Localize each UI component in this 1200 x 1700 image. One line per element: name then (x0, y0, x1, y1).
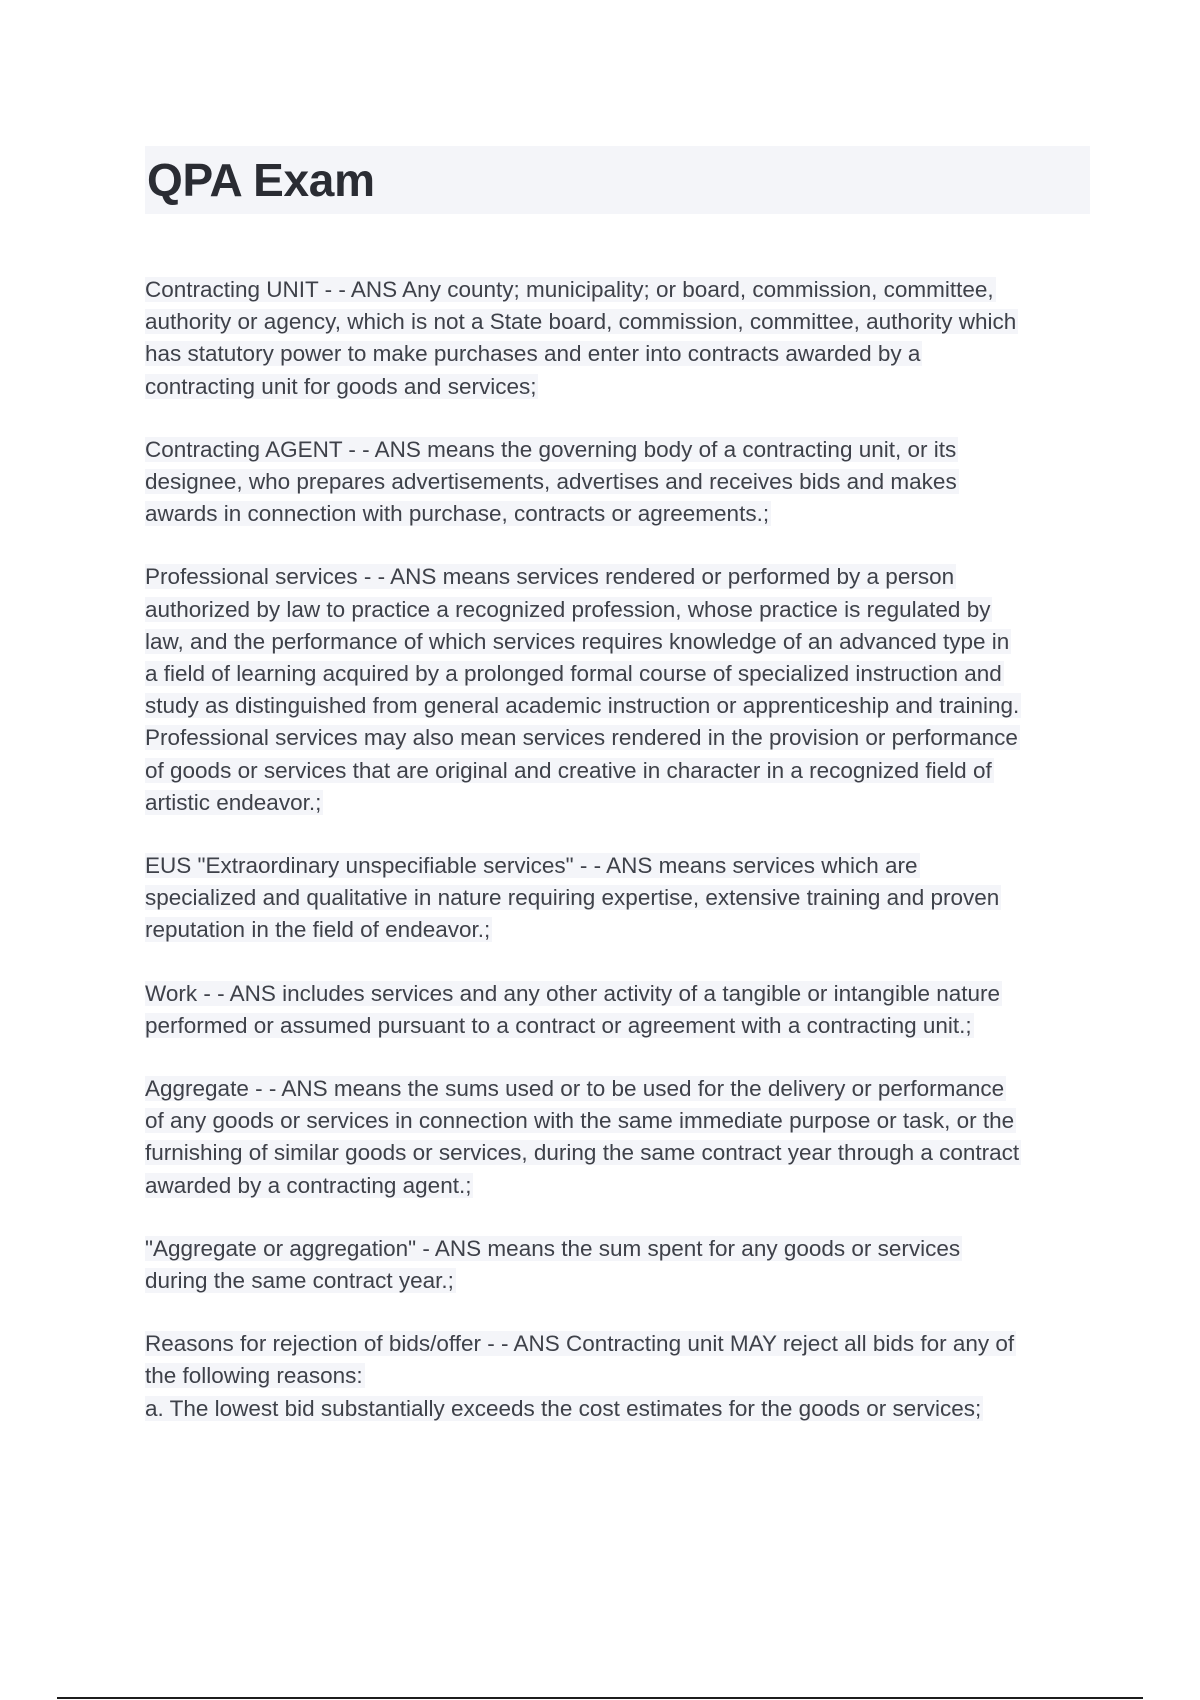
entry-line: artistic endeavor.; (145, 789, 322, 815)
entry-line: of any goods or services in connection with the same immediate purpose or task, or the (145, 1108, 1015, 1134)
document-title: QPA Exam (147, 154, 375, 206)
entry-line: authority or agency, which is not a State board, commission, committee, authority which (145, 309, 1017, 335)
entry-line: contracting unit for goods and services; (145, 373, 537, 399)
entry-line: a field of learning acquired by a prolonged formal course of specialized instruction and (145, 661, 1002, 687)
entry-line: specialized and qualitative in nature requiring expertise, extensive training and proven (145, 885, 1000, 911)
entry-line: Contracting UNIT - - ANS Any county; municipality; or board, commission, committee, (145, 277, 994, 302)
entry-line: Work - - ANS includes services and any other activity of a tangible or intangible nature (145, 980, 1001, 1006)
entry-line: of goods or services that are original and creative in character in a recognized field of (145, 757, 992, 783)
entry-line: Professional services may also mean services rendered in the provision or performance (145, 725, 1018, 751)
entry-line: during the same contract year.; (145, 1268, 454, 1294)
entry-line: performed or assumed pursuant to a contract or agreement with a contracting unit.; (145, 1012, 972, 1038)
entry-aggregation (145, 1233, 1090, 1297)
entry-eus (145, 850, 1090, 947)
entry-line: the following reasons: (145, 1363, 363, 1389)
entry-line: designee, who prepares advertisements, advertises and receives bids and makes (145, 469, 957, 495)
entry-line: Aggregate - - ANS means the sums used or to be used for the delivery or performance (145, 1076, 1005, 1102)
entry-line: a. The lowest bid substantially exceeds the cost estimates for the goods or services; (145, 1395, 982, 1421)
footer-divider (57, 1697, 1143, 1699)
entry-line: law, and the performance of which services requires knowledge of an advanced type in (145, 628, 1010, 654)
entry-line: Professional services - - ANS means services rendered or performed by a person (145, 564, 955, 590)
entry-professional-services (145, 561, 1090, 819)
entry-rejection-reasons (145, 1328, 1090, 1425)
entry-contracting-agent (145, 434, 1090, 531)
entry-line: Contracting AGENT - - ANS means the governing body of a contracting unit, or its (145, 436, 957, 462)
entry-line: EUS "Extraordinary unspecifiable services" - - ANS means services which are (145, 853, 918, 879)
entry-line: awards in connection with purchase, contracts or agreements.; (145, 501, 770, 527)
entry-line: "Aggregate or aggregation" - ANS means the sum spent for any goods or services (145, 1235, 961, 1261)
entry-line: furnishing of similar goods or services, during the same contract year through a contract (145, 1140, 1020, 1166)
entry-line: Reasons for rejection of bids/offer - - ANS Contracting unit MAY reject all bids for any of (145, 1331, 1015, 1357)
entry-line: has statutory power to make purchases and enter into contracts awarded by a (145, 341, 921, 367)
entry-line: reputation in the field of endeavor.; (145, 917, 491, 943)
entries-list (145, 274, 1090, 1456)
entry-work (145, 978, 1090, 1042)
entry-contracting-unit (145, 274, 1090, 403)
entry-line: authorized by law to practice a recognized profession, whose practice is regulated by (145, 596, 991, 622)
entry-line: study as distinguished from general academic instruction or apprenticeship and training. (145, 693, 1020, 719)
entry-line: awarded by a contracting agent.; (145, 1172, 472, 1198)
title-band (145, 146, 1090, 214)
entry-aggregate (145, 1073, 1090, 1202)
